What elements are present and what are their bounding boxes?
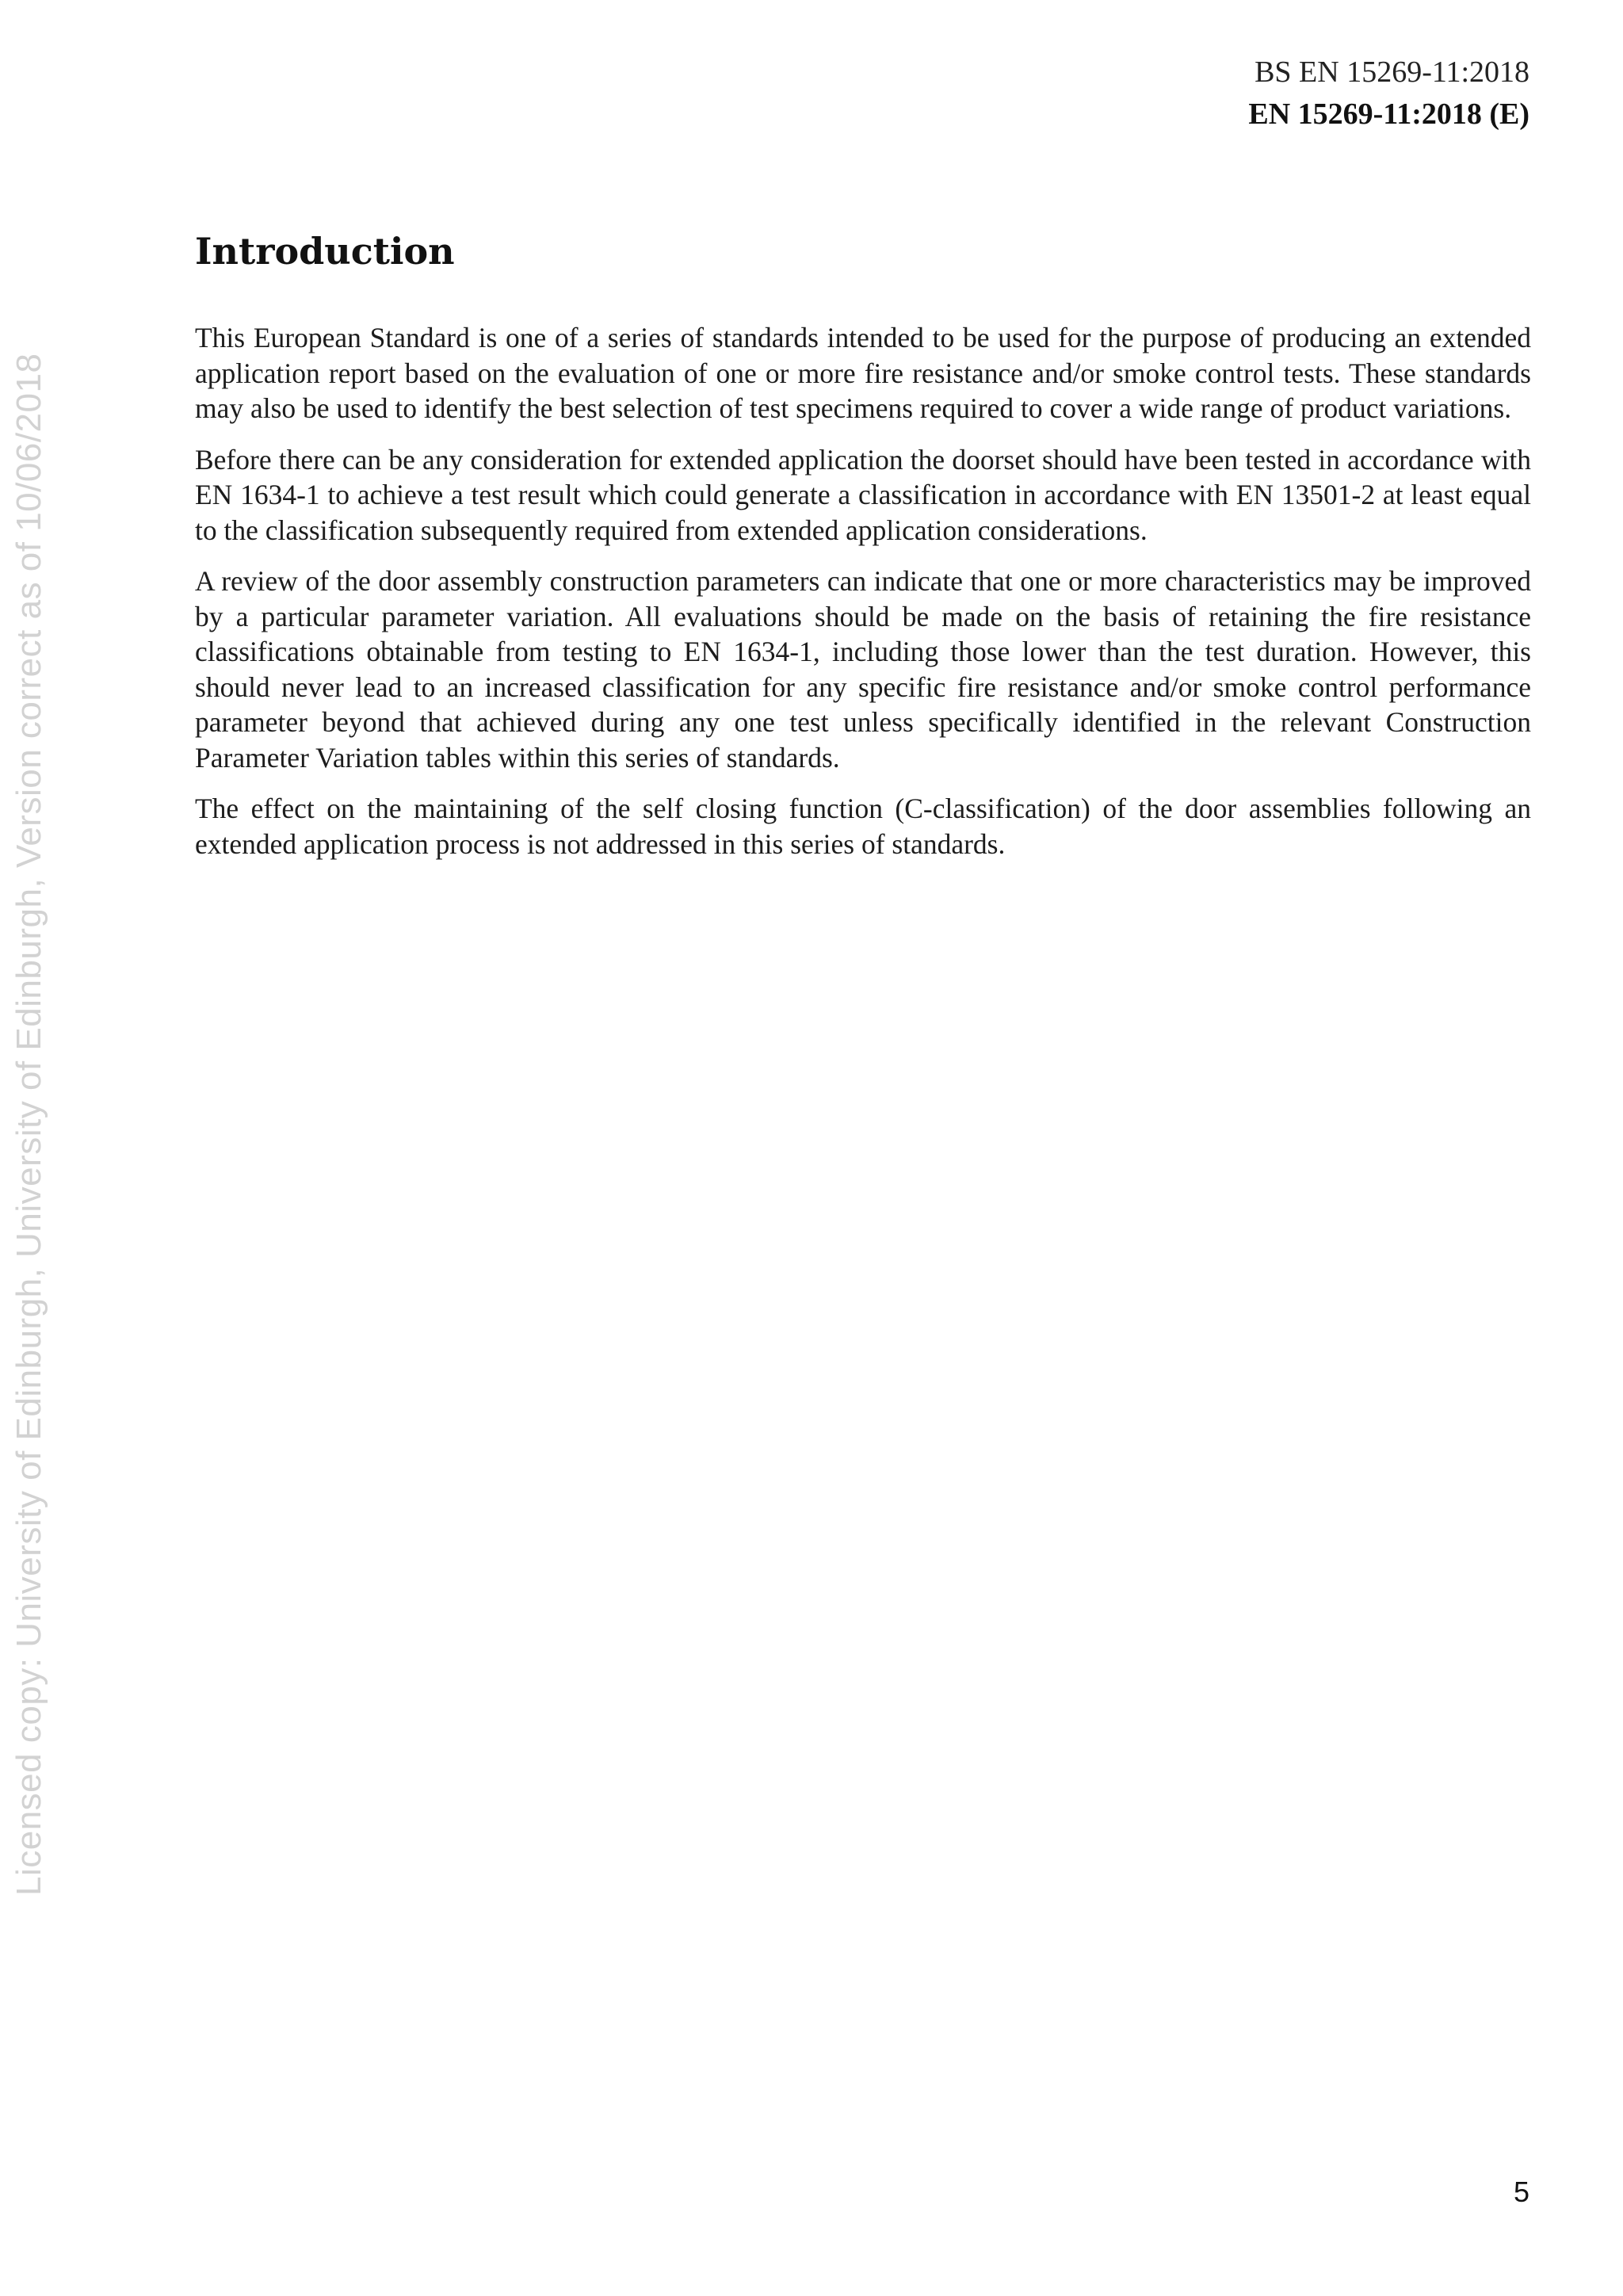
paragraph: This European Standard is one of a series of standards intended to be used for the purpose of producing an extended application report based on the evaluation of one or more fire resistance and/or smoke control tests. These standards may also be used to identify the best selection of test specimens required to cover a wide range of product variations. [195,322,1531,424]
section-title: Introduction [195,230,455,273]
page-number: 5 [1513,2176,1529,2208]
paragraph: The effect on the maintaining of the self closing function (C-classification) of the door assemblies following an extended application process is not addressed in this series of standards. [195,793,1531,860]
section-body [195,320,1531,877]
license-watermark: Licensed copy: University of Edinburgh, University of Edinburgh, Version correct as of 10/06/2018 [10,353,48,1896]
paragraph: Before there can be any consideration for extended application the doorset should have been tested in accordance with EN 1634-1 to achieve a test result which could generate a classification in accordance with EN 13501-2 at least equal to the classification subsequently required from extended application considerations. [195,443,1531,546]
paragraph: A review of the door assembly construction parameters can indicate that one or more characteristics may be improved by a particular parameter variation. All evaluations should be made on the basis of retaining the fire resistance classifications obtainable from testing to EN 1634-1, including those lower than the test duration. However, this should never lead to an increased classification for any specific fire resistance and/or smoke control performance parameter beyond that achieved during any one test unless specifically identified in the relevant Construction Parameter Variation tables within this series of standards. [195,565,1531,774]
standard-id-en: EN 15269-11:2018 (E) [1248,97,1529,131]
standard-id: BS EN 15269-11:2018 [1254,55,1529,89]
page-header [1248,52,1529,136]
